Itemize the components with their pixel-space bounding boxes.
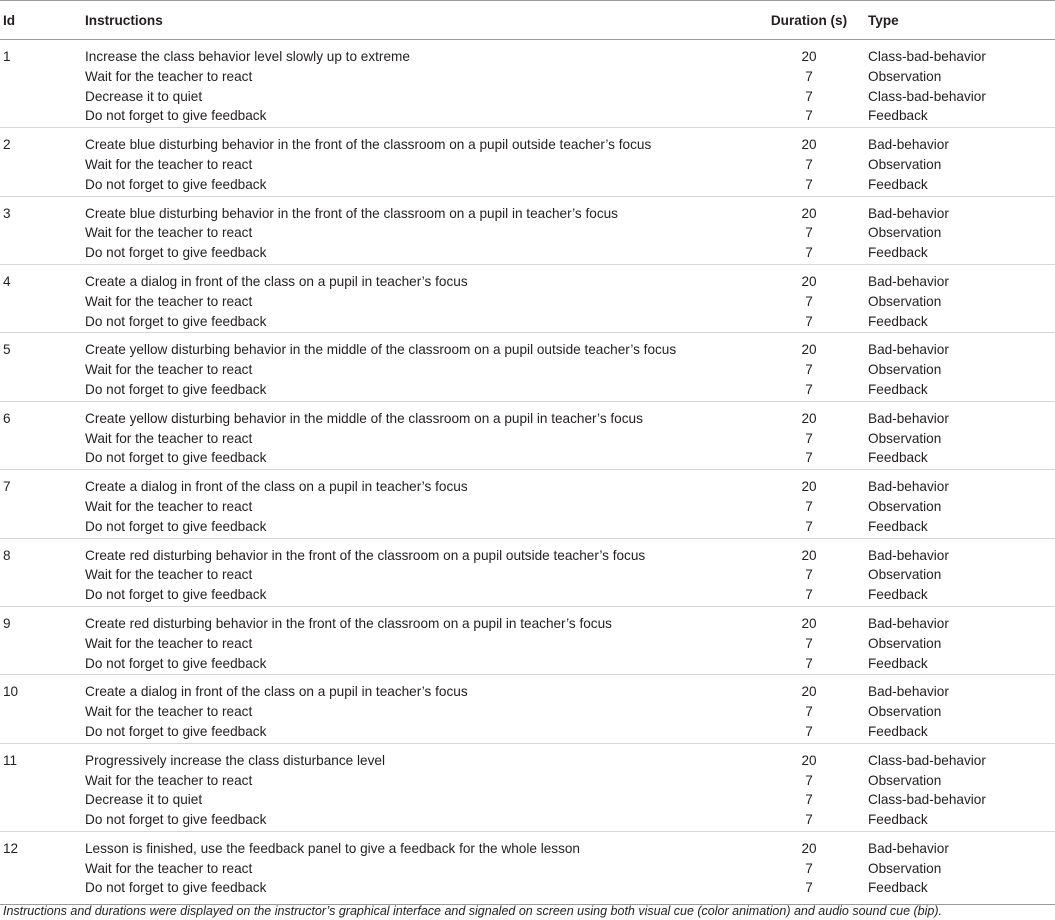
step-group [0, 264, 1055, 332]
type-cell: Bad-behavior [868, 831, 1055, 858]
table-row [0, 175, 1055, 196]
table-row [0, 429, 1055, 449]
step-id-cell [0, 360, 85, 380]
step-group [0, 401, 1055, 469]
instruction-cell: Create a dialog in front of the class on a pupil in teacher’s focus [85, 470, 750, 497]
type-cell: Class-bad-behavior [868, 88, 986, 104]
duration-cell: 7 [805, 518, 813, 534]
type-cell: Bad-behavior [868, 675, 1055, 702]
table-row [0, 654, 1055, 675]
type-cell: Feedback [868, 245, 928, 261]
instruction-cell: Wait for the teacher to react [85, 498, 253, 514]
instruction-cell: Wait for the teacher to react [85, 860, 253, 876]
duration-cell: 7 [805, 88, 813, 104]
table-row [0, 380, 1055, 401]
duration-cell: 7 [805, 860, 813, 876]
step-group [0, 128, 1055, 196]
duration-cell: 20 [801, 49, 817, 64]
type-cell: Feedback [868, 812, 928, 828]
duration-cell: 20 [750, 470, 868, 497]
type-cell: Observation [868, 860, 942, 876]
table-row [0, 40, 1055, 67]
table-row [0, 292, 1055, 312]
table-row [0, 565, 1055, 585]
type-cell: Bad-behavior [868, 264, 1055, 291]
instruction-cell: Progressively increase the class disturbance level [85, 743, 750, 770]
table-row [0, 722, 1055, 743]
duration-cell: 20 [750, 196, 868, 223]
instruction-cell: Wait for the teacher to react [85, 567, 253, 583]
type-cell: Feedback [868, 108, 928, 124]
step-id-cell: 12 [0, 831, 85, 858]
table-row [0, 675, 1055, 702]
duration-cell: 7 [805, 362, 813, 378]
type-cell: Bad-behavior [868, 470, 1055, 497]
instruction-cell: Wait for the teacher to react [85, 704, 253, 720]
type-cell: Observation [868, 362, 942, 378]
table-row [0, 497, 1055, 517]
duration-cell: 7 [805, 723, 813, 739]
duration-cell: 7 [805, 430, 813, 446]
table-row [0, 155, 1055, 175]
step-group [0, 196, 1055, 264]
step-id-cell: 8 [0, 538, 85, 565]
type-cell: Observation [868, 68, 942, 84]
type-cell: Observation [868, 156, 942, 172]
step-id-cell [0, 67, 85, 87]
duration-cell: 20 [750, 538, 868, 565]
step-group [0, 470, 1055, 538]
instruction-cell: Wait for the teacher to react [85, 362, 253, 378]
step-id-cell [0, 87, 85, 107]
table-row [0, 312, 1055, 333]
instruction-cell: Do not forget to give feedback [85, 878, 750, 904]
table-row [0, 743, 1055, 770]
step-id-cell: 9 [0, 606, 85, 633]
type-cell: Bad-behavior [868, 606, 1055, 633]
table-row [0, 831, 1055, 858]
duration-cell: 7 [805, 225, 813, 241]
duration-cell: 20 [750, 606, 868, 633]
duration-cell: 7 [805, 772, 813, 788]
step-group [0, 333, 1055, 401]
table-row [0, 264, 1055, 291]
table-row [0, 128, 1055, 155]
table-row [0, 810, 1055, 831]
type-cell: Feedback [868, 450, 928, 466]
instruction-cell: Do not forget to give feedback [85, 655, 267, 671]
type-cell: Bad-behavior [868, 538, 1055, 565]
type-cell: Feedback [868, 723, 928, 739]
table-row [0, 401, 1055, 428]
step-id-cell [0, 859, 85, 879]
step-group [0, 606, 1055, 674]
step-id-cell [0, 654, 85, 675]
instruction-cell: Do not forget to give feedback [85, 723, 267, 739]
table-header [0, 1, 1055, 40]
step-group [0, 675, 1055, 743]
type-cell: Observation [868, 430, 942, 446]
table-row [0, 333, 1055, 360]
step-id-cell [0, 155, 85, 175]
table-row [0, 702, 1055, 722]
instruction-cell: Lesson is finished, use the feedback panel to give a feedback for the whole lesson [85, 831, 750, 858]
table-row [0, 106, 1055, 127]
instruction-cell: Do not forget to give feedback [85, 518, 267, 534]
instruction-cell: Create yellow disturbing behavior in the middle of the classroom on a pupil outside teacher’s focus [85, 333, 750, 360]
step-group [0, 831, 1055, 904]
step-id-cell [0, 448, 85, 469]
table-row [0, 771, 1055, 791]
step-id-cell: 6 [0, 401, 85, 428]
step-id-cell [0, 429, 85, 449]
step-id-cell [0, 243, 85, 264]
duration-cell: 7 [805, 587, 813, 603]
table-footnote: Instructions and durations were displayed on the instructor’s graphical interface and signaled on screen using both visual cue (color animation) and audio sound cue (bip). [3, 904, 942, 918]
duration-cell: 20 [750, 675, 868, 702]
type-cell: Observation [868, 225, 942, 241]
instruction-cell: Do not forget to give feedback [85, 381, 267, 397]
step-id-cell: 1 [3, 49, 11, 64]
step-id-cell [0, 810, 85, 831]
step-id-cell [0, 292, 85, 312]
table-row [0, 360, 1055, 380]
type-cell: Observation [868, 772, 942, 788]
instruction-cell: Decrease it to quiet [85, 88, 203, 104]
instruction-cell: Create a dialog in front of the class on a pupil in teacher’s focus [85, 675, 750, 702]
table-row [0, 878, 1055, 904]
table-row [0, 859, 1055, 879]
type-cell: Class-bad-behavior [868, 49, 986, 64]
header-row [0, 1, 1055, 40]
table-row [0, 448, 1055, 469]
table-row [0, 606, 1055, 633]
step-id-cell [0, 497, 85, 517]
duration-cell: 7 [805, 108, 813, 124]
duration-cell: 20 [750, 333, 868, 360]
duration-cell: 7 [805, 812, 813, 828]
type-cell: Bad-behavior [868, 128, 1055, 155]
step-id-cell: 5 [0, 333, 85, 360]
instruction-cell: Create a dialog in front of the class on a pupil in teacher’s focus [85, 264, 750, 291]
type-cell: Feedback [868, 176, 928, 192]
header-id: Id [3, 12, 16, 28]
duration-cell: 7 [805, 381, 813, 397]
table-row [0, 634, 1055, 654]
instruction-cell: Create blue disturbing behavior in the front of the classroom on a pupil in teacher’s focus [85, 196, 750, 223]
table-row [0, 87, 1055, 107]
step-id-cell [0, 878, 85, 904]
type-cell: Bad-behavior [868, 196, 1055, 223]
instruction-cell: Do not forget to give feedback [85, 450, 267, 466]
type-cell: Observation [868, 498, 942, 514]
duration-cell: 7 [805, 293, 813, 309]
step-group [0, 40, 1055, 128]
step-id-cell: 7 [0, 470, 85, 497]
instruction-cell: Wait for the teacher to react [85, 225, 253, 241]
duration-cell: 7 [805, 156, 813, 172]
step-id-cell [0, 380, 85, 401]
type-cell: Feedback [868, 518, 928, 534]
duration-cell: 20 [750, 128, 868, 155]
step-id-cell: 2 [0, 128, 85, 155]
step-id-cell: 10 [0, 675, 85, 702]
step-id-cell: 4 [0, 264, 85, 291]
instruction-cell: Do not forget to give feedback [85, 176, 267, 192]
type-cell: Observation [868, 293, 942, 309]
step-id-cell [0, 634, 85, 654]
instruction-cell: Wait for the teacher to react [85, 635, 253, 651]
step-id-cell [0, 790, 85, 810]
instruction-cell: Do not forget to give feedback [85, 587, 267, 603]
instruction-cell: Wait for the teacher to react [85, 293, 253, 309]
instruction-cell: Create red disturbing behavior in the front of the classroom on a pupil in teacher’s focus [85, 606, 750, 633]
type-cell: Feedback [868, 655, 928, 671]
instruction-cell: Create yellow disturbing behavior in the middle of the classroom on a pupil in teacher’s focus [85, 401, 750, 428]
type-cell: Feedback [868, 878, 1055, 904]
instruction-cell: Wait for the teacher to react [85, 156, 253, 172]
step-id-cell: 11 [0, 743, 85, 770]
instruction-cell: Wait for the teacher to react [85, 772, 253, 788]
header-duration: Duration (s) [770, 12, 848, 28]
type-cell: Bad-behavior [868, 333, 1055, 360]
duration-cell: 7 [805, 655, 813, 671]
instruction-cell: Do not forget to give feedback [85, 108, 267, 124]
duration-cell: 7 [805, 176, 813, 192]
step-group [0, 743, 1055, 831]
duration-cell: 20 [750, 831, 868, 858]
duration-cell: 7 [805, 704, 813, 720]
header-type: Type [868, 12, 899, 28]
step-id-cell [0, 702, 85, 722]
type-cell: Feedback [868, 381, 928, 397]
instruction-cell: Wait for the teacher to react [85, 68, 253, 84]
table-row [0, 517, 1055, 538]
table-row [0, 223, 1055, 243]
table-row [0, 585, 1055, 606]
duration-cell: 7 [805, 68, 813, 84]
instruction-cell: Do not forget to give feedback [85, 245, 267, 261]
type-cell: Class-bad-behavior [868, 792, 986, 808]
step-id-cell [0, 517, 85, 538]
step-group [0, 538, 1055, 606]
step-id-cell [0, 565, 85, 585]
table-row [0, 243, 1055, 264]
duration-cell: 7 [805, 635, 813, 651]
duration-cell: 20 [750, 401, 868, 428]
type-cell: Observation [868, 704, 942, 720]
instruction-cell: Increase the class behavior level slowly up to extreme [85, 49, 410, 64]
instruction-cell: Wait for the teacher to react [85, 430, 253, 446]
step-id-cell [0, 585, 85, 606]
duration-cell: 7 [805, 792, 813, 808]
duration-cell: 7 [805, 450, 813, 466]
table-row [0, 470, 1055, 497]
duration-cell: 7 [805, 245, 813, 261]
duration-cell: 7 [750, 878, 868, 904]
step-id-cell [0, 771, 85, 791]
step-id-cell [0, 223, 85, 243]
table-row [0, 67, 1055, 87]
type-cell: Bad-behavior [868, 401, 1055, 428]
step-id-cell: 3 [0, 196, 85, 223]
duration-cell: 20 [750, 743, 868, 770]
instruction-cell: Create red disturbing behavior in the front of the classroom on a pupil outside teacher’s focus [85, 538, 750, 565]
step-id-cell [0, 175, 85, 196]
instruction-cell: Do not forget to give feedback [85, 812, 267, 828]
table-row [0, 538, 1055, 565]
instruction-cell: Decrease it to quiet [85, 792, 203, 808]
duration-cell: 7 [805, 313, 813, 329]
instruction-cell: Do not forget to give feedback [85, 313, 267, 329]
type-cell: Class-bad-behavior [868, 743, 1055, 770]
type-cell: Feedback [868, 313, 928, 329]
type-cell: Observation [868, 567, 942, 583]
instruction-cell: Create blue disturbing behavior in the front of the classroom on a pupil outside teacher’s focus [85, 128, 750, 155]
table-row [0, 790, 1055, 810]
step-id-cell [0, 722, 85, 743]
duration-cell: 7 [805, 567, 813, 583]
table-row [0, 196, 1055, 223]
duration-cell: 7 [805, 498, 813, 514]
duration-cell: 20 [750, 264, 868, 291]
step-id-cell [0, 312, 85, 333]
type-cell: Observation [868, 635, 942, 651]
type-cell: Feedback [868, 587, 928, 603]
header-instructions: Instructions [85, 12, 163, 28]
step-id-cell [0, 106, 85, 127]
